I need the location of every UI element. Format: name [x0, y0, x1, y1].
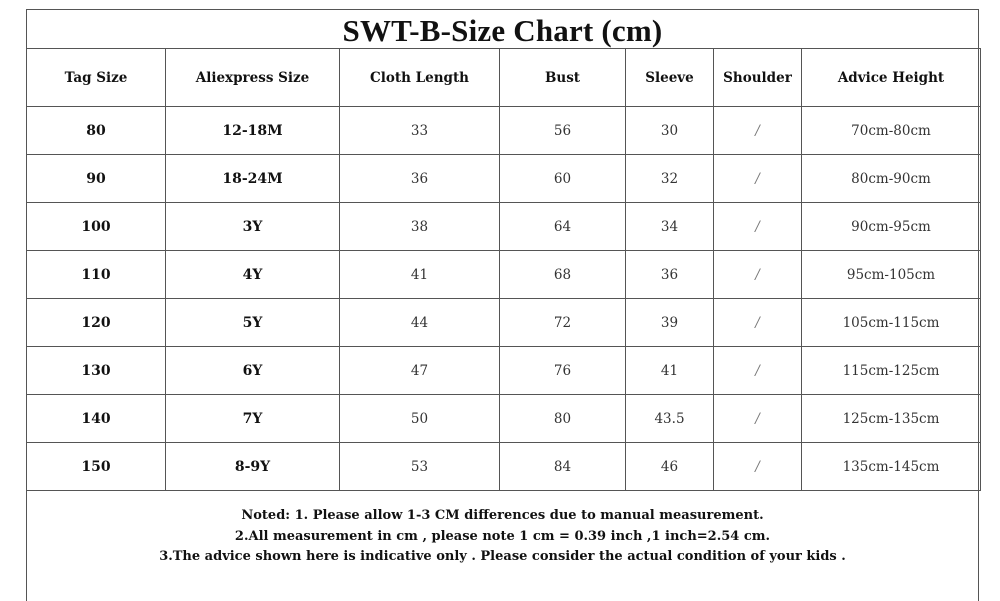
table-row: [27, 251, 981, 299]
cell-shoulder: /: [714, 203, 802, 251]
table-row: [27, 347, 981, 395]
col-header-sleeve: Sleeve: [626, 49, 714, 107]
cell-advice-height: 135cm-145cm: [802, 443, 981, 491]
cell-tag-size: 150: [27, 443, 166, 491]
cell-advice-height: 125cm-135cm: [802, 395, 981, 443]
cell-cloth-length: 36: [340, 155, 500, 203]
cell-tag-size: 90: [27, 155, 166, 203]
table-row: [27, 443, 981, 491]
cell-sleeve: 32: [626, 155, 714, 203]
cell-cloth-length: 41: [340, 251, 500, 299]
cell-advice-height: 70cm-80cm: [802, 107, 981, 155]
cell-bust: 56: [500, 107, 626, 155]
cell-aliexpress-size: 4Y: [166, 251, 340, 299]
size-chart-sheet: [26, 9, 979, 601]
col-header-tag-size: Tag Size: [27, 49, 166, 107]
table-row: [27, 155, 981, 203]
cell-shoulder: /: [714, 251, 802, 299]
cell-bust: 60: [500, 155, 626, 203]
note-line-2: 2.All measurement in cm , please note 1 cm = 0.39 inch ,1 inch=2.54 cm.: [234, 528, 771, 544]
cell-shoulder: /: [714, 395, 802, 443]
cell-aliexpress-size: 6Y: [166, 347, 340, 395]
cell-shoulder: /: [714, 155, 802, 203]
size-table: [26, 48, 981, 491]
cell-bust: 68: [500, 251, 626, 299]
cell-sleeve: 30: [626, 107, 714, 155]
cell-bust: 76: [500, 347, 626, 395]
table-row: [27, 107, 981, 155]
table-row: [27, 395, 981, 443]
cell-cloth-length: 47: [340, 347, 500, 395]
note-line-3: 3.The advice shown here is indicative only . Please consider the actual condition of your kids .: [159, 549, 846, 564]
cell-tag-size: 110: [27, 251, 166, 299]
cell-advice-height: 105cm-115cm: [802, 299, 981, 347]
cell-aliexpress-size: 12-18M: [166, 107, 340, 155]
cell-cloth-length: 38: [340, 203, 500, 251]
col-header-cloth-length: Cloth Length: [340, 49, 500, 107]
cell-aliexpress-size: 18-24M: [166, 155, 340, 203]
table-row: [27, 203, 981, 251]
col-header-advice-height: Advice Height: [802, 49, 981, 107]
cell-bust: 80: [500, 395, 626, 443]
note-line-1: Noted: 1. Please allow 1-3 CM differences due to manual measurement.: [241, 508, 764, 523]
table-row: [27, 299, 981, 347]
cell-bust: 72: [500, 299, 626, 347]
cell-sleeve: 43.5: [626, 395, 714, 443]
cell-tag-size: 80: [27, 107, 166, 155]
cell-cloth-length: 53: [340, 443, 500, 491]
cell-bust: 84: [500, 443, 626, 491]
notes-block: [27, 506, 978, 568]
cell-tag-size: 120: [27, 299, 166, 347]
cell-advice-height: 115cm-125cm: [802, 347, 981, 395]
cell-shoulder: /: [714, 299, 802, 347]
chart-title: SWT-B-Size Chart (cm): [27, 10, 978, 49]
cell-sleeve: 46: [626, 443, 714, 491]
cell-tag-size: 140: [27, 395, 166, 443]
col-header-aliexpress-size: Aliexpress Size: [166, 49, 340, 107]
cell-tag-size: 130: [27, 347, 166, 395]
cell-advice-height: 90cm-95cm: [802, 203, 981, 251]
cell-aliexpress-size: 3Y: [166, 203, 340, 251]
cell-cloth-length: 44: [340, 299, 500, 347]
col-header-bust: Bust: [500, 49, 626, 107]
cell-sleeve: 39: [626, 299, 714, 347]
cell-aliexpress-size: 8-9Y: [166, 443, 340, 491]
cell-bust: 64: [500, 203, 626, 251]
cell-shoulder: /: [714, 443, 802, 491]
cell-aliexpress-size: 5Y: [166, 299, 340, 347]
header-row: [27, 49, 981, 107]
col-header-shoulder: Shoulder: [714, 49, 802, 107]
cell-sleeve: 36: [626, 251, 714, 299]
cell-cloth-length: 33: [340, 107, 500, 155]
cell-shoulder: /: [714, 347, 802, 395]
cell-advice-height: 80cm-90cm: [802, 155, 981, 203]
cell-aliexpress-size: 7Y: [166, 395, 340, 443]
cell-sleeve: 41: [626, 347, 714, 395]
cell-advice-height: 95cm-105cm: [802, 251, 981, 299]
cell-cloth-length: 50: [340, 395, 500, 443]
cell-shoulder: /: [714, 107, 802, 155]
cell-tag-size: 100: [27, 203, 166, 251]
cell-sleeve: 34: [626, 203, 714, 251]
